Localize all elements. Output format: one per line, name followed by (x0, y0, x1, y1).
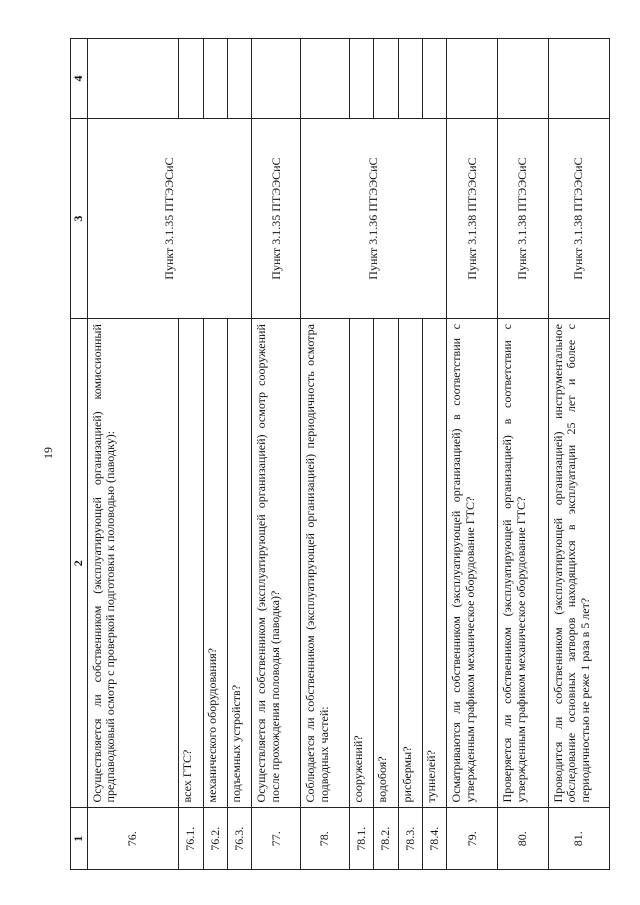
row-number: 76.2. (203, 808, 227, 870)
question-text: Осматриваются ли собственником (эксплуатирующей организацией) в соответствии с утвержденным графиком механическое оборудование ГТС? (447, 319, 498, 808)
question-text: механического оборудования? (203, 319, 227, 808)
header-row (71, 39, 88, 870)
question-text: рисбермы? (398, 319, 422, 808)
checklist-table (70, 38, 610, 870)
table-row (252, 39, 301, 870)
row-number: 77. (252, 808, 301, 870)
question-text: Осуществляется ли собственником (эксплуатирующей организацией) комиссионный предпаводковый осмотр с проверкой подготовки к половодью (паводку): (88, 319, 179, 808)
header-col-2: 2 (71, 319, 88, 808)
table-row (498, 39, 549, 870)
question-text: сооружений? (349, 319, 373, 808)
row-number: 76. (88, 808, 179, 870)
table-row (447, 39, 498, 870)
notes-cell (228, 39, 252, 119)
row-number: 79. (447, 808, 498, 870)
reference-cell: Пункт 3.1.38 ПТЭЭСиС (447, 119, 498, 319)
notes-cell (301, 39, 350, 119)
notes-cell (374, 39, 398, 119)
header-col-1: 1 (71, 808, 88, 870)
notes-cell (423, 39, 447, 119)
question-text: Проверяется ли собственником (эксплуатирующей организацией) в соответствии с утвержденным графиком механическое оборудование ГТС? (498, 319, 549, 808)
table-row (301, 39, 350, 870)
question-text: Соблюдается ли собственником (эксплуатирующей организацией) периодичность осмотра подводных частей: (301, 319, 350, 808)
notes-cell (179, 39, 203, 119)
notes-cell (349, 39, 373, 119)
question-text: туннелей? (423, 319, 447, 808)
row-number: 78.1. (349, 808, 373, 870)
page-number: 19 (41, 447, 55, 459)
row-number: 78.2. (374, 808, 398, 870)
row-number: 78.3. (398, 808, 422, 870)
reference-cell: Пункт 3.1.35 ПТЭЭСиС (88, 119, 252, 319)
reference-cell: Пункт 3.1.36 ПТЭЭСиС (301, 119, 447, 319)
question-text: водобоя? (374, 319, 398, 808)
reference-cell: Пункт 3.1.38 ПТЭЭСиС (548, 119, 609, 319)
notes-cell (252, 39, 301, 119)
reference-cell: Пункт 3.1.35 ПТЭЭСиС (252, 119, 301, 319)
notes-cell (88, 39, 179, 119)
table-row (88, 39, 179, 870)
notes-cell (398, 39, 422, 119)
notes-cell (447, 39, 498, 119)
row-number: 81. (548, 808, 609, 870)
notes-cell (203, 39, 227, 119)
row-number: 80. (498, 808, 549, 870)
notes-cell (548, 39, 609, 119)
header-col-4: 4 (71, 39, 88, 119)
question-text: Осуществляется ли собственником (эксплуатирующей организацией) осмотр сооружений после прохождения половодья (паводка)? (252, 319, 301, 808)
reference-cell: Пункт 3.1.38 ПТЭЭСиС (498, 119, 549, 319)
row-number: 78.4. (423, 808, 447, 870)
question-text: Проводится ли собственником (эксплуатирующей организацией) инструментальное обследование основных затворов находящихся в эксплуатации 25 лет и более с периодичностью не реже 1 раза в 5 лет? (548, 319, 609, 808)
row-number: 78. (301, 808, 350, 870)
question-text: подъемных устройств? (228, 319, 252, 808)
row-number: 76.3. (228, 808, 252, 870)
rotated-page (70, 38, 610, 870)
notes-cell (498, 39, 549, 119)
row-number: 76.1. (179, 808, 203, 870)
table-row (548, 39, 609, 870)
header-col-3: 3 (71, 119, 88, 319)
question-text: всех ГТС? (179, 319, 203, 808)
